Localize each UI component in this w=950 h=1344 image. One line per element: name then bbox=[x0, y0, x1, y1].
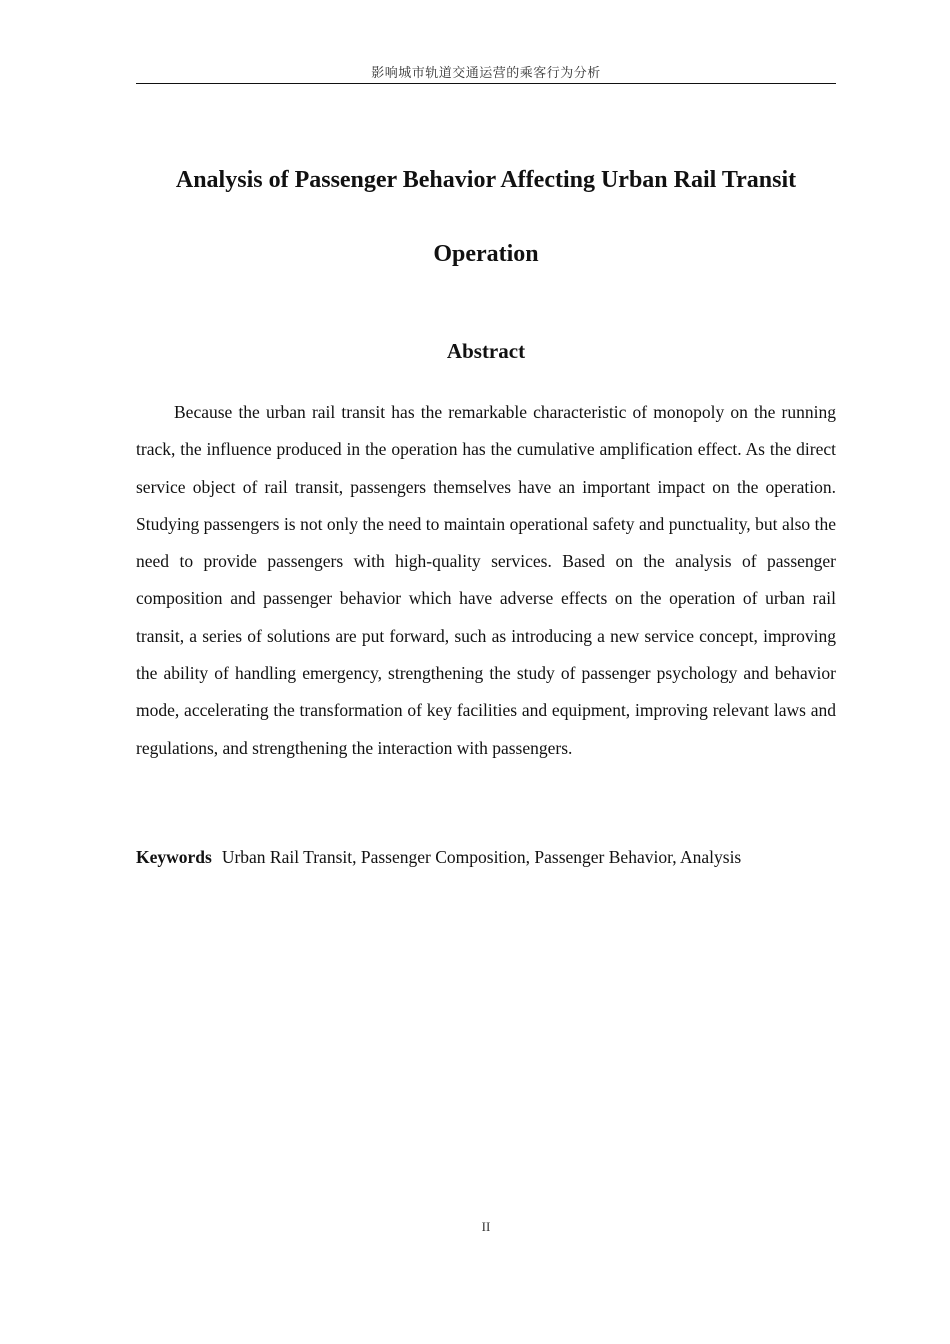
page-number: II bbox=[481, 1219, 491, 1234]
keywords-text: Urban Rail Transit, Passenger Composition, Passenger Behavior, Analysis bbox=[221, 847, 742, 867]
header-rule bbox=[136, 83, 836, 84]
paper-title: Analysis of Passenger Behavior Affecting Urban Rail Transit Operation bbox=[175, 167, 797, 267]
abstract-heading: Abstract bbox=[446, 339, 526, 363]
keywords-label: Keywords bbox=[136, 847, 212, 867]
running-header: 影响城市轨道交通运营的乘客行为分析 bbox=[371, 66, 601, 81]
abstract-body: Because the urban rail transit has the remarkable characteristic of monopoly on the running track, the influence produced in the operation has the cumulative amplification effect. As the direct service object of rail transit, passengers themselves have an important impact on the operation. Studying passengers is not only the need to maintain operational safety and punctuality, but also the need to provide passengers with high-quality services. Based on the analysis of passenger composition and passenger behavior which have adverse effects on the operation of urban rail transit, a series of solutions are put forward, such as introducing a new service concept, improving the ability of handling emergency, strengthening the study of passenger psychology and behavior mode, accelerating the transformation of key facilities and equipment, improving relevant laws and regulations, and strengthening the interaction with passengers. bbox=[136, 402, 836, 758]
keywords-line bbox=[136, 839, 836, 875]
